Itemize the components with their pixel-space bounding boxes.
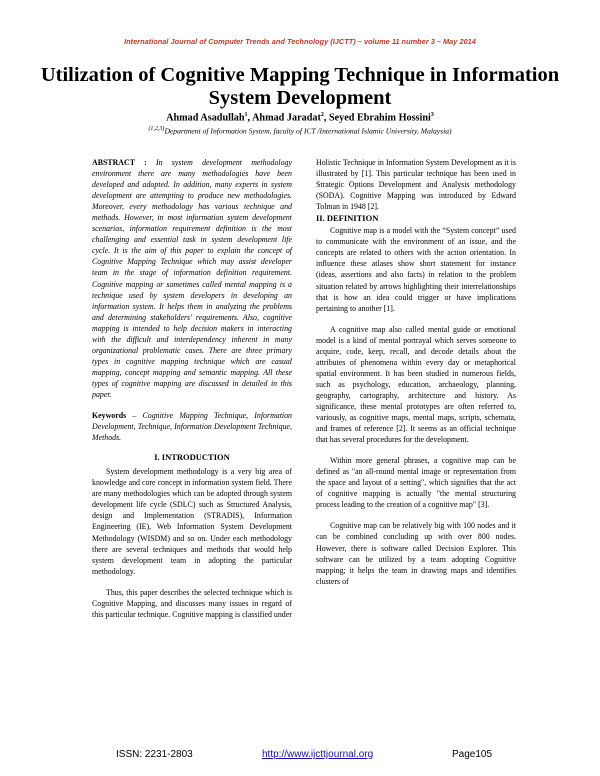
abstract: [92, 157, 292, 400]
affiliation: [40, 126, 560, 136]
left-column: [92, 157, 292, 620]
intro-paragraph: System development methodology is a very big area of knowledge and core concept in information system field. There are many methodologies which can be adopted through system development life cycle (SDLC) such as Structured Analysis, design and Implementation (STRADIS), Information Engineering (IE), Web Information System Development Methodology (WISDM) and so on. Under each methodology there are several techniques and methods that would help system development team in adopting the particular methodology.: [92, 467, 292, 576]
definition-paragraph: Cognitive map is a model with the “System concept” used to communicate with the environment of an issue, and the concepts are related to others with the action orientation. In influence these atlases show short statement for instance (ideas, assertions and also facts) in relation to the problem situation related by arrows highlighting their interrelationships that is how an idea could trigger or have implications pertaining to another [1].: [316, 226, 516, 313]
affiliation-sup: (1,2,3): [148, 126, 165, 132]
author-name: Ahmad Asadullah: [166, 112, 245, 124]
abstract-label: ABSTRACT :: [92, 158, 147, 167]
author-line: Ahmad Asadullah$^1$, Ahmad Jaradat$^2$, Seyed Ebrahim Hossini$^3$: [166, 112, 434, 124]
author-sup: 3: [430, 112, 434, 118]
body-paragraph: Holistic Technique in Information System Development as it is illustrated by [1]. This particular technique has been used in Strategic Options Development and Analysis methodology (SODA). Cognitive Mapping was introduced by Edward Tolman in 1948 [2].: [316, 158, 516, 212]
section-heading-introduction: I. INTRODUCTION: [154, 452, 230, 463]
right-column: [316, 157, 516, 587]
abstract-text: In system development methodology environment there are many methodologies have been developed and adopted. In addition, many experts in system development are attempting to produce new methodologies. Moreover, every methodology has various technique and methods. However, in most information system development scenarios, information requirement definition is the most challenging and essential task in system development life cycle. It is the aim of this paper to explain the concept of Cognitive Mapping Technique which may assist developer team in the stage of information definition requirement. Cognitive mapping or sometimes called mental mapping is a technique used by system developers in developing an information system. It helps them in analyzing the problems and determining stakeholders' requirements. Also, cognitive mapping is intended to help decision makers in interacting with the difficult and interdependency inherent in many organizational problematic cases. There are three primary types in cognitive mapping technique which are casual mapping, concept mapping and semantic mapping. All these types of cognitive mapping are discussed in detailed in this paper.: [92, 158, 292, 399]
journal-header: International Journal of Computer Trends and Technology (IJCTT) – volume 11 number 3 – May 2014: [124, 37, 476, 46]
definition-paragraph: A cognitive map also called mental guide or emotional model is a kind of mental portrayal which serves someone to acquire, code, keep, recall, and decode details about the attributes of phenomena within every day or metaphorical spatial environment. It has been studied in numerous fields, such as psychology, education, archaeology, planning, geography, cartography, architecture and history. As significance, these mental prototypes are often referred to, variously, as cognitive maps, mental maps, scripts, schemata, and frames of reference [2]. It seems as an official technique that has several procedures for the development.: [316, 324, 516, 445]
section-heading-definition: II. DEFINITION: [316, 213, 379, 224]
footer-url-link[interactable]: http://www.ijcttjournal.org: [262, 749, 374, 760]
footer-page-number: Page105: [452, 749, 493, 760]
intro-paragraph: Thus, this paper describes the selected technique which is Cognitive Mapping, and discusses many issues in regard of this particular technique. Cognitive mapping is classified under: [92, 587, 292, 619]
paper-title: Utilization of Cognitive Mapping Technique in Information System Development: [40, 64, 560, 109]
definition-paragraph: Cognitive map can be relatively big with 100 nodes and it can be combined concluding up with over 800 nodes. However, there is software called Decision Explorer. This software can be utilized by a team adopting Cognitive mapping; it helps the team in drawing maps and identifies clusters of: [316, 521, 516, 586]
footer-issn: ISSN: 2231-2803: [116, 749, 193, 760]
keywords-label: Keywords: [92, 411, 127, 421]
definition-paragraph: Within more general phrases, a cognitive map can be defined as "an all-round mental image or representation from the space and layout of a setting", which signifies that the act of cognitive mapping is actually "the mental structuring process leading to the creation of a cognitive map" [3].: [316, 456, 516, 510]
keywords: [92, 410, 292, 443]
keywords-text: – Cognitive Mapping Technique, Information Development, Technique, Information Development Technique, Methods.: [92, 411, 292, 443]
affiliation-text: Department of Information System, faculty of ICT /International Islamic University, Malaysia): [164, 126, 452, 136]
author-name: Seyed Ebrahim Hossini: [328, 112, 431, 124]
author-sup: 1: [244, 112, 248, 118]
author-sup: 2: [320, 112, 324, 118]
author-name: Ahmad Jaradat: [252, 112, 321, 124]
